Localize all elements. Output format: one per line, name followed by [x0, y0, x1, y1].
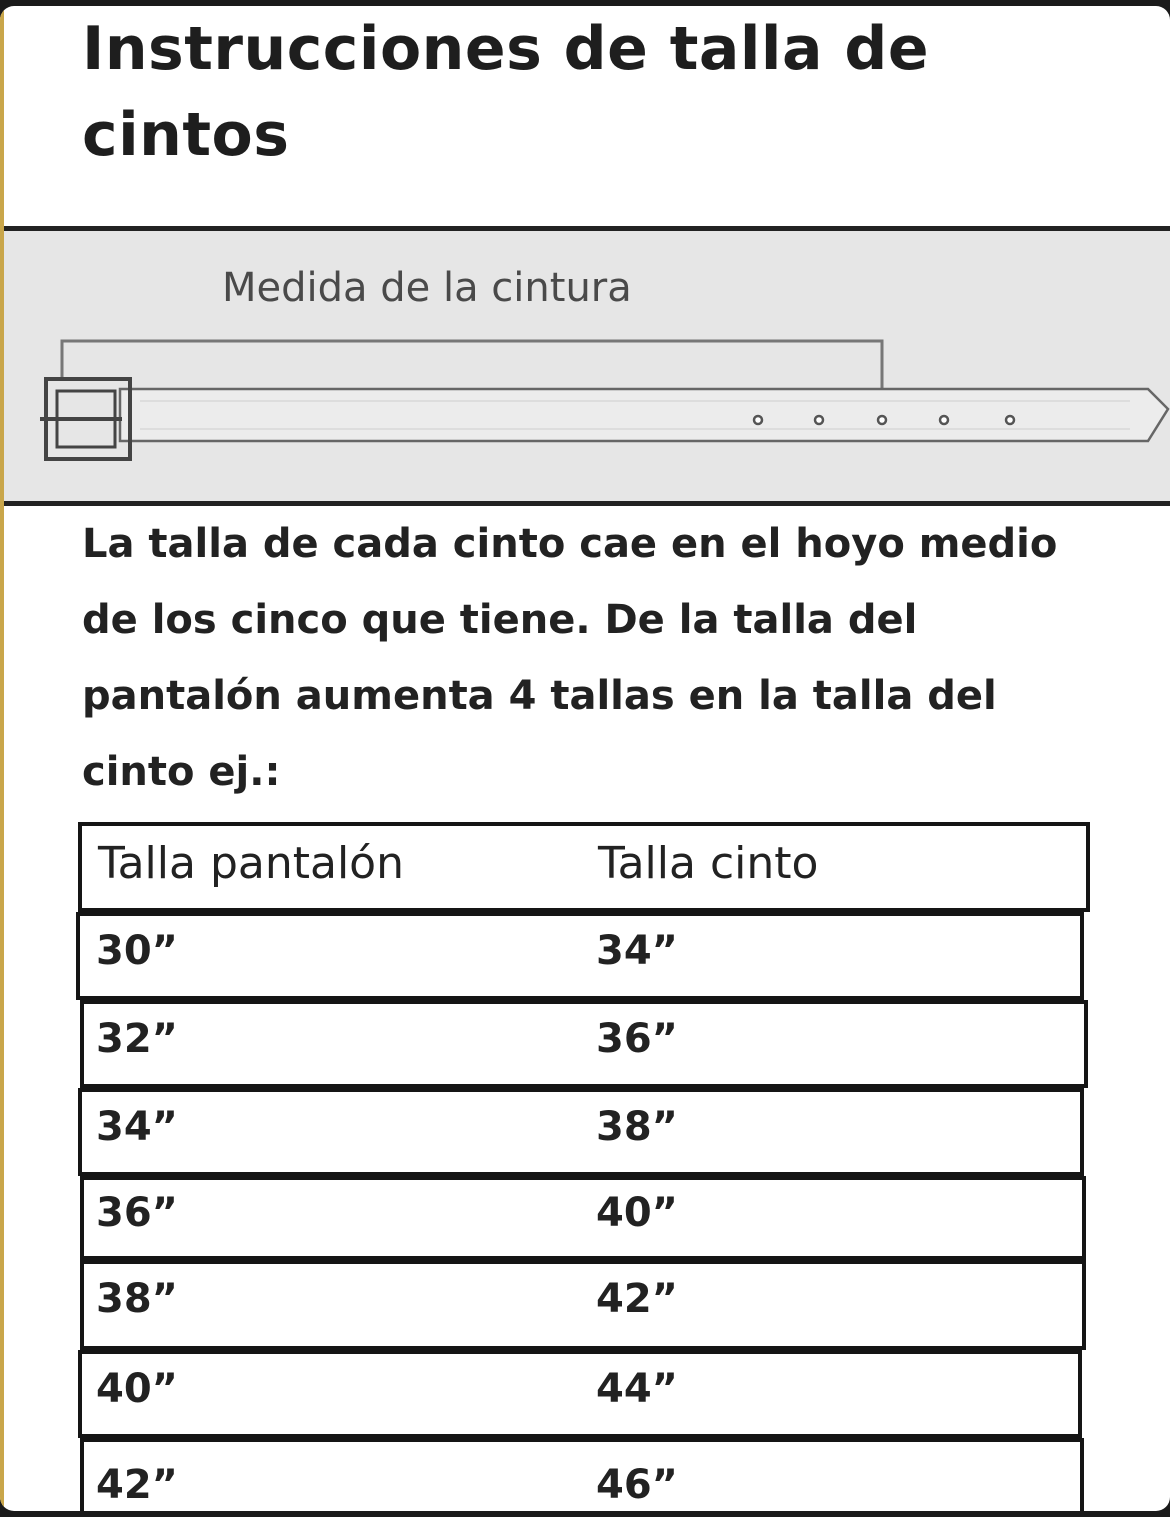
table-row: [80, 1438, 1084, 1511]
pant-size-cell: 38”: [96, 1276, 178, 1322]
table-row: [78, 1088, 1084, 1176]
belt-illustration: [0, 231, 1170, 501]
belt-size-cell: 38”: [596, 1104, 678, 1150]
size-description: [82, 506, 1142, 810]
table-row: [76, 912, 1084, 1000]
belt-hole: [754, 416, 762, 424]
page-title: [82, 6, 1082, 178]
table-row: [80, 1176, 1086, 1260]
table-header-row: [78, 822, 1090, 912]
belt-size-cell: 46”: [596, 1462, 678, 1508]
belt-size-cell: 44”: [596, 1366, 678, 1412]
belt-hole: [1006, 416, 1014, 424]
pant-size-cell: 36”: [96, 1190, 178, 1236]
belt-size-cell: 42”: [596, 1276, 678, 1322]
size-table: [76, 822, 1090, 1511]
belt-size-cell: 36”: [596, 1016, 678, 1062]
pant-size-cell: 34”: [96, 1104, 178, 1150]
description-line: de los cinco que tiene. De la talla del: [82, 597, 918, 643]
pant-size-cell: 30”: [96, 928, 178, 974]
pant-size-cell: 40”: [96, 1366, 178, 1412]
description-line: pantalón aumenta 4 tallas en la talla del: [82, 673, 997, 719]
description-line: cinto ej.:: [82, 749, 281, 795]
title-line-1: Instrucciones de talla de: [82, 14, 930, 84]
pant-size-cell: 42”: [96, 1462, 178, 1508]
belt-hole: [940, 416, 948, 424]
belt-hole-middle: [878, 416, 886, 424]
belt-size-cell: 40”: [596, 1190, 678, 1236]
belt-size-cell: 34”: [596, 928, 678, 974]
title-line-2: cintos: [82, 100, 290, 170]
table-row: [78, 1350, 1082, 1438]
pant-size-cell: 32”: [96, 1016, 178, 1062]
table-row: [80, 1260, 1086, 1350]
header-pant-size: Talla pantalón: [98, 838, 404, 889]
waist-measure-label: Medida de la cintura: [222, 265, 632, 311]
size-guide-card: [0, 6, 1170, 1511]
header-belt-size: Talla cinto: [598, 838, 819, 889]
belt-diagram: [0, 226, 1170, 506]
description-line: La talla de cada cinto cae en el hoyo medio: [82, 521, 1058, 567]
table-row: [80, 1000, 1088, 1088]
belt-hole: [815, 416, 823, 424]
